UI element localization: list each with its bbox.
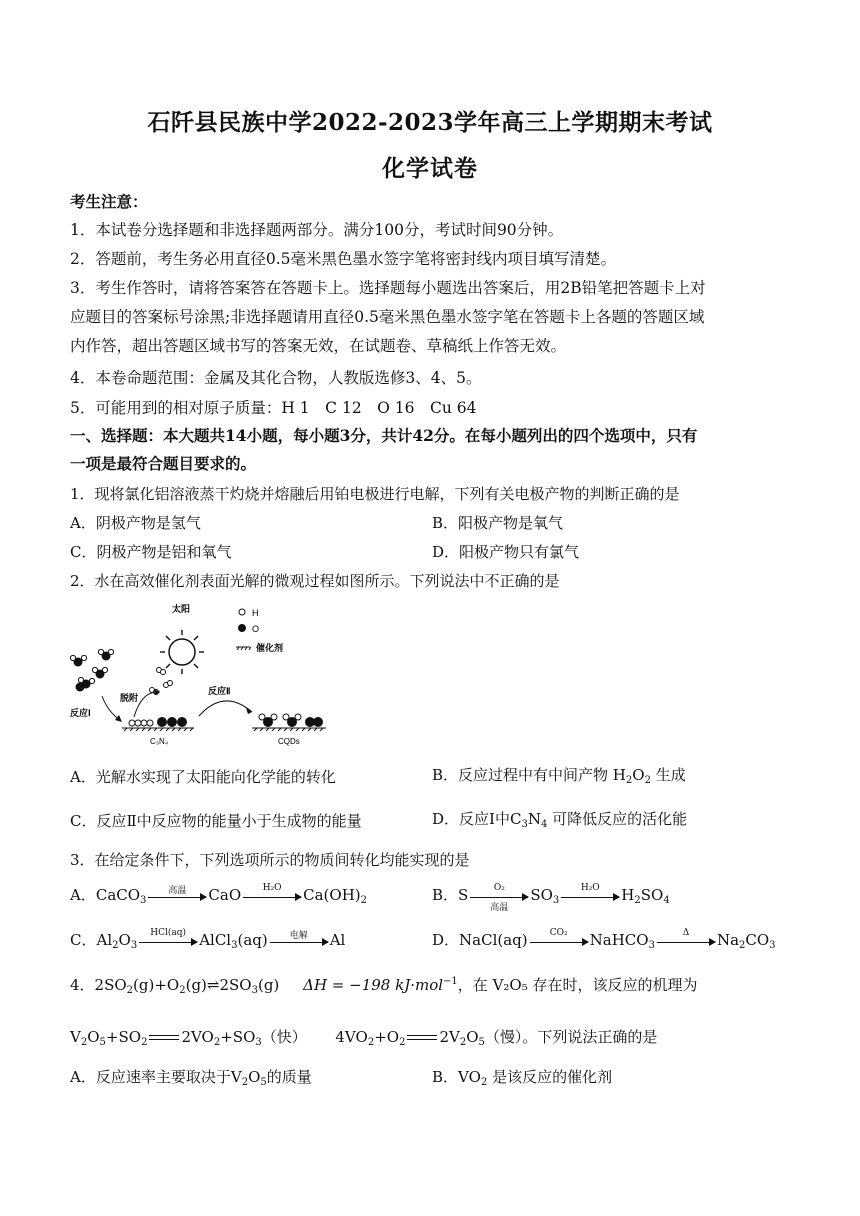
notice-item: 3．考生作答时，请将答案答在答题卡上。选择题每小题选出答案后，用2B铅笔把答题卡上对 bbox=[70, 279, 706, 297]
catalyst-hatch-icon bbox=[236, 647, 251, 650]
water-molecules bbox=[70, 649, 113, 691]
q3-stem: 3．在给定条件下，下列选项所示的物质间转化均能实现的是 bbox=[70, 851, 470, 869]
c3n4-label: C₃N₄ bbox=[150, 737, 169, 746]
q2-stem: 2．水在高效催化剂表面光解的微观过程如图所示。下列说法中不正确的是 bbox=[70, 572, 560, 590]
exam-title: 石阡县民族中学2022-2023学年高三上学期期末考试 bbox=[147, 109, 713, 136]
notice-item: 4．本卷命题范围：金属及其化合物，人教版选修3、4、5。 bbox=[70, 369, 482, 387]
notice-item: 内作答，超出答题区域书写的答案无效，在试题卷、草稿纸上作答无效。 bbox=[70, 337, 567, 355]
q3-option-a: A．CaCO$_3$ 高温 CaO H₂O $Ca(OH)_2$ bbox=[70, 883, 368, 906]
sun-icon bbox=[160, 630, 204, 674]
q1-option-b: B．阳极产物是氧气 bbox=[432, 514, 564, 532]
notice-item: 2．答题前，考生务必用直径0.5毫米黑色墨水签字笔将密封线内项目填写清楚。 bbox=[70, 250, 617, 268]
section-heading: 一、选择题：本大题共14小题，每小题3分，共计42分。在每小题列出的四个选项中，只有 bbox=[70, 426, 698, 445]
q1-option-c: C．阴极产物是铝和氧气 bbox=[70, 543, 232, 561]
legend-h: H bbox=[252, 608, 259, 618]
q4-option-a: A．反应速率主要取决于$V_2O_5$的质量 bbox=[70, 1068, 312, 1088]
q4-stem-line2: $V_2O_5+SO_2$ $2VO_2+SO_3$（快） $4VO_2+O_2$ $2V_2O_5$（慢）。下列说法正确的是 bbox=[70, 1028, 658, 1048]
exam-subtitle: 化学试卷 bbox=[382, 155, 478, 182]
q4-option-b: B．$VO_2$ 是该反应的催化剂 bbox=[432, 1068, 613, 1088]
q1-stem: 1．现将氯化铝溶液蒸干灼烧并熔融后用铂电极进行电解，下列有关电极产物的判断正确的是 bbox=[70, 485, 680, 503]
q3-option-d: D．NaCl(aq) CO₂ NaHCO$_3$ Δ $Na_2CO_3$ bbox=[432, 928, 776, 951]
desorb-label: 脱附 bbox=[120, 693, 139, 703]
q2-option-c: C．反应Ⅱ中反应物的能量小于生成物的能量 bbox=[70, 812, 362, 830]
legend-catalyst: 催化剂 bbox=[256, 643, 284, 653]
q4-stem-line1: 4．$2SO_2(g)+O_2(g)\rightleftharpoons 2SO_3(g)$ ΔH = −198 kJ·mol$^{-1}$，在 V₂O₅ 存在时，该反应的机理为 bbox=[70, 976, 698, 996]
q1-option-a: A．阴极产物是氢气 bbox=[70, 514, 201, 532]
sun-label: 太阳 bbox=[172, 604, 191, 614]
reaction2-label: 反应Ⅱ bbox=[208, 686, 231, 696]
legend-o: O bbox=[252, 624, 260, 634]
q3-option-b: B．S O₂ 高温 $SO_3$ H₂O $H_2SO_4$ bbox=[432, 883, 670, 913]
q1-option-d: D．阳极产物只有氯气 bbox=[432, 543, 580, 561]
notice-item: 5．可能用到的相对原子质量：H 1 C 12 O 16 Cu 64 bbox=[70, 399, 477, 417]
photolysis-diagram bbox=[64, 600, 344, 750]
q3-option-c: C．$Al_2O_3$ HCl(aq) AlCl$_3$(aq) 电解 Al bbox=[70, 928, 346, 951]
h-atom-icon bbox=[239, 609, 245, 615]
q2-option-d: D．反应Ⅰ中$C_3N_4$ 可降低反应的活化能 bbox=[432, 810, 688, 830]
reaction1-label: 反应Ⅰ bbox=[70, 708, 91, 718]
cqds-label: CQDs bbox=[278, 737, 300, 746]
q2-option-b: B．反应过程中有中间产物 $H_2O_2$ 生成 bbox=[432, 766, 686, 786]
section-heading-cont: 一项是最符合题目要求的。 bbox=[70, 454, 257, 473]
notice-heading: 考生注意： bbox=[70, 192, 148, 211]
q2-option-a: A．光解水实现了太阳能向化学能的转化 bbox=[70, 768, 336, 786]
notice-item: 应题目的答案标号涂黑;非选择题请用直径0.5毫米黑色墨水签字笔在答题卡上各题的答题区域 bbox=[70, 308, 705, 326]
notice-item: 1．本试卷分选择题和非选择题两部分。满分100分，考试时间90分钟。 bbox=[70, 221, 564, 239]
o-atom-icon bbox=[238, 624, 246, 632]
